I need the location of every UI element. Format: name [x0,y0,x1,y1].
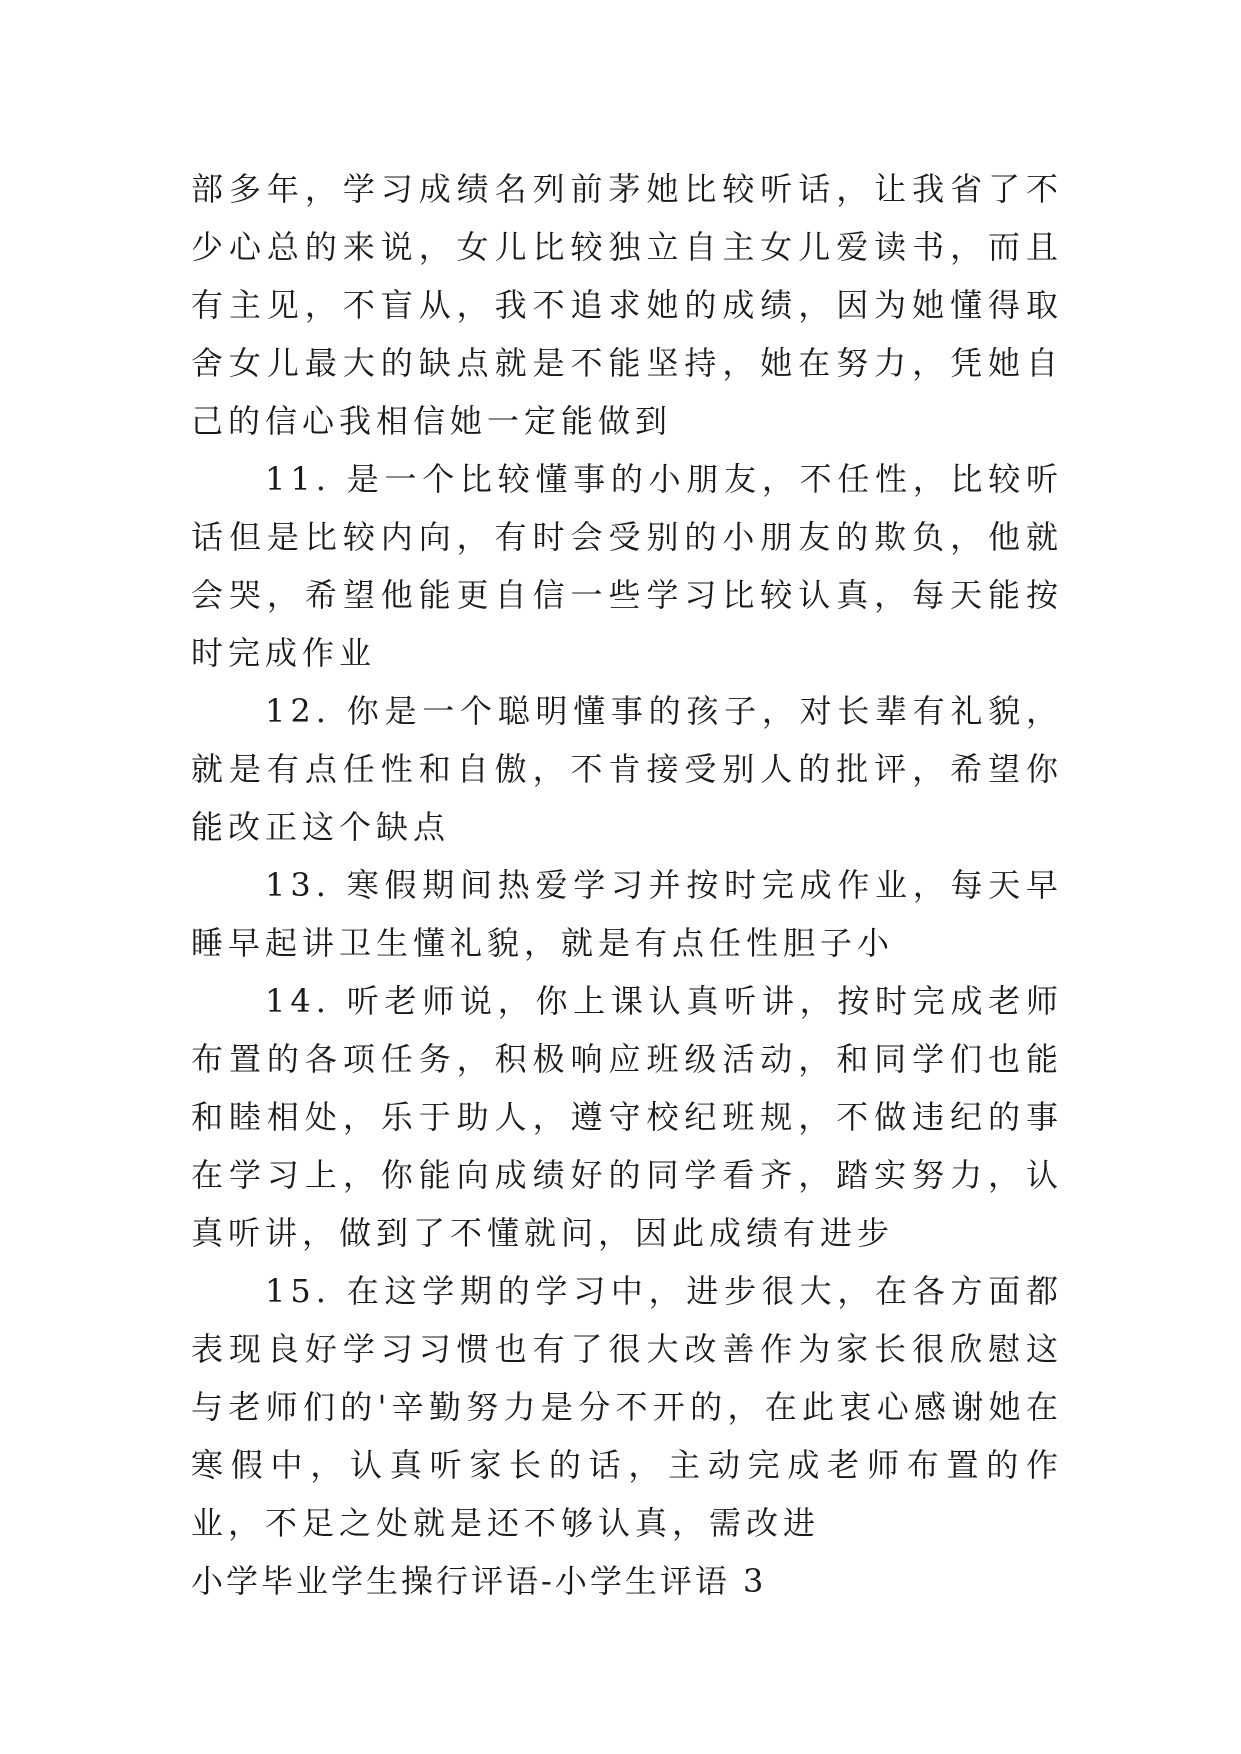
paragraph-item-14: 14. 听老师说，你上课认真听讲，按时完成老师布置的各项任务，积极响应班级活动，和同学们也能和睦相处，乐于助人，遵守校纪班规，不做违纪的事在学习上，你能向成绩好的同学看齐，踏实努力，认真听讲，做到了不懂就问，因此成绩有进步 [191,982,1063,1252]
section-heading: 小学毕业学生操行评语-小学生评语 3 [191,1562,767,1600]
paragraph-item-11: 11. 是一个比较懂事的小朋友，不任性，比较听话但是比较内向，有时会受别的小朋友的欺负，他就会哭，希望他能更自信一些学习比较认真，每天能按时完成作业 [191,460,1063,672]
paragraph-item-12: 12. 你是一个聪明懂事的孩子，对长辈有礼貌，就是有点任性和自傲，不肯接受别人的批评，希望你能改正这个缺点 [191,692,1063,846]
paragraph-item-13: 13. 寒假期间热爱学习并按时完成作业，每天早睡早起讲卫生懂礼貌，就是有点任性胆子小 [191,866,1063,962]
paragraph-item-15: 15. 在这学期的学习中，进步很大，在各方面都表现良好学习习惯也有了很大改善作为家长很欣慰这与老师们的'辛勤努力是分不开的，在此衷心感谢她在寒假中，认真听家长的话，主动完成老师布置的作业，不足之处就是还不够认真，需改进 [191,1272,1063,1542]
paragraph-continued: 部多年，学习成绩名列前茅她比较听话，让我省了不少心总的来说，女儿比较独立自主女儿爱读书，而且有主见，不盲从，我不追求她的成绩，因为她懂得取舍女儿最大的缺点就是不能坚持，她在努力，凭她自己的信心我相信她一定能做到 [191,170,1063,440]
document-body [191,160,1063,1610]
